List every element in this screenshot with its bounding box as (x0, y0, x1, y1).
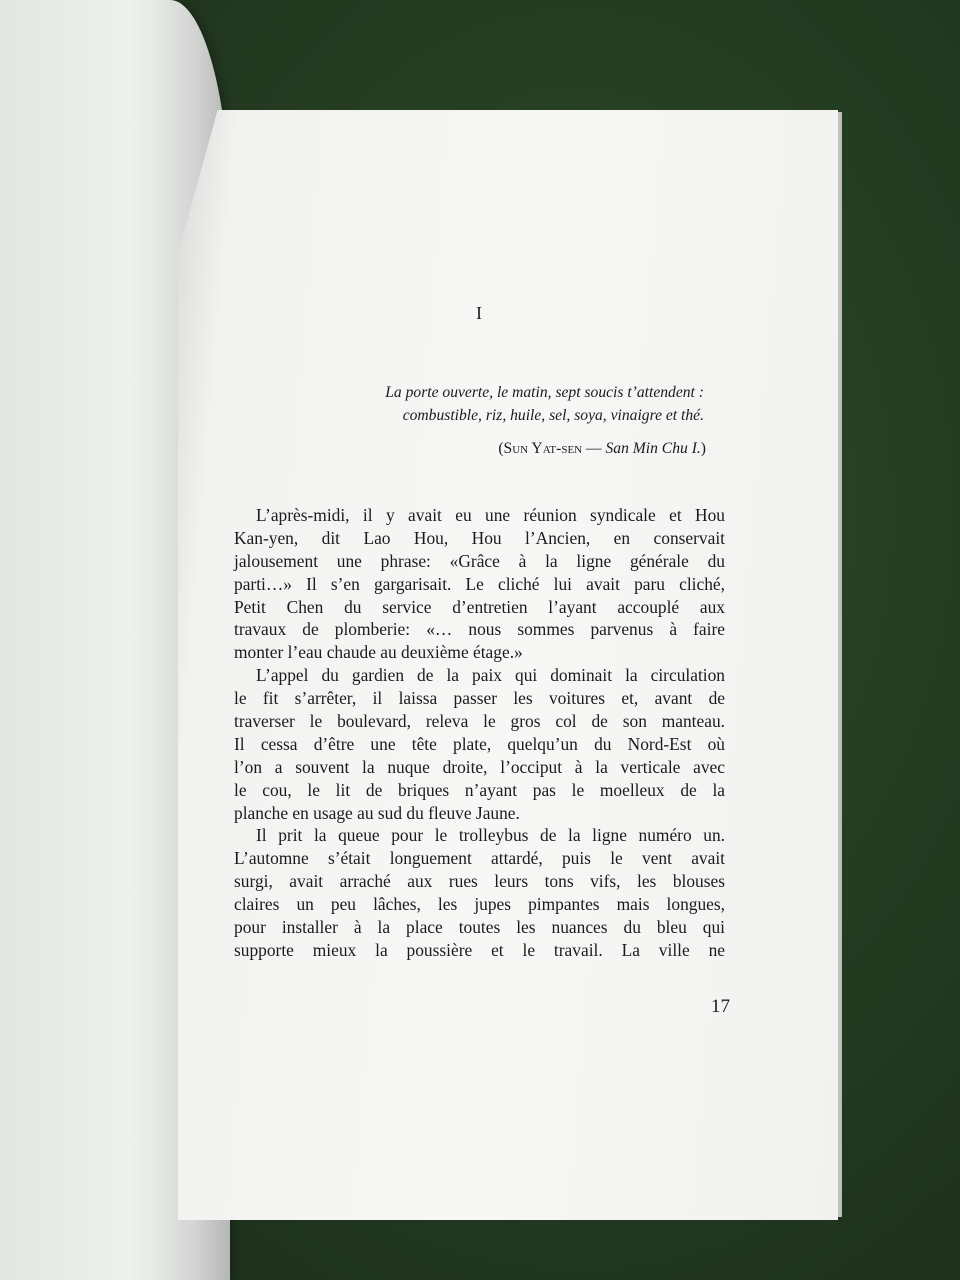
epigraph (300, 381, 704, 427)
text-line: L’appel du gardien de la paix qui dominait la circulation (256, 665, 725, 686)
text-line: traverser le boulevard, releva le gros col de son manteau. (234, 711, 725, 732)
attribution-dash: — (582, 440, 606, 457)
page-number: 17 (711, 996, 730, 1017)
attribution-work: San Min Chu I. (605, 440, 701, 457)
text-line: le fit s’arrêter, il laissa passer les voitures et, avant de (234, 688, 725, 709)
text-line: L’après-midi, il y avait eu une réunion syndicale et Hou (256, 505, 725, 525)
text-line: Kan-yen, dit Lao Hou, Hou l’Ancien, en conservait (234, 527, 725, 548)
body-text (234, 504, 725, 962)
text-line: Il cessa d’être une tête plate, quelqu’un du Nord-Est où (234, 733, 725, 754)
text-line: pour installer à la place toutes les nuances du bleu qui (234, 917, 725, 938)
chapter-number: I (476, 303, 482, 323)
text-line: travaux de plomberie: «… nous sommes parvenus à faire (234, 619, 725, 640)
text-line: le cou, le lit de briques n’ayant pas le moelleux de la (234, 779, 725, 800)
text-line: supporte mieux la poussière et le travail. La ville ne (234, 939, 725, 960)
text-line: claires un peu lâches, les jupes pimpantes mais longues, (234, 894, 725, 915)
text-line: parti…» Il s’en gargarisait. Le cliché lui avait paru cliché, (234, 573, 725, 594)
attribution-close: ) (700, 440, 706, 457)
text-line: Petit Chen du service d’entretien l’ayant accouplé aux (234, 596, 725, 617)
text-line: l’on a souvent la nuque droite, l’occiput à la verticale avec (234, 756, 725, 777)
attribution-open: ( (498, 440, 504, 457)
text-line: jalousement une phrase: «Grâce à la ligne générale du (234, 550, 725, 571)
text-line: monter l’eau chaude au deuxième étage.» (234, 642, 523, 663)
text-line: surgi, avait arraché aux rues leurs tons vifs, les blouses (234, 871, 725, 892)
text-line: planche en usage au sud du fleuve Jaune. (234, 802, 520, 823)
text-line: Il prit la queue pour le trolleybus de la ligne numéro un. (256, 825, 725, 846)
epigraph-line-2: combustible, riz, huile, sel, soya, vinaigre et thé. (402, 407, 704, 424)
epigraph-attribution (400, 440, 706, 458)
attribution-author: Sun Yat-sen (503, 440, 583, 457)
epigraph-line-1: La porte ouverte, le matin, sept soucis t’attendent : (385, 384, 704, 401)
text-line: L’automne s’était longuement attardé, puis le vent avait (234, 848, 725, 869)
